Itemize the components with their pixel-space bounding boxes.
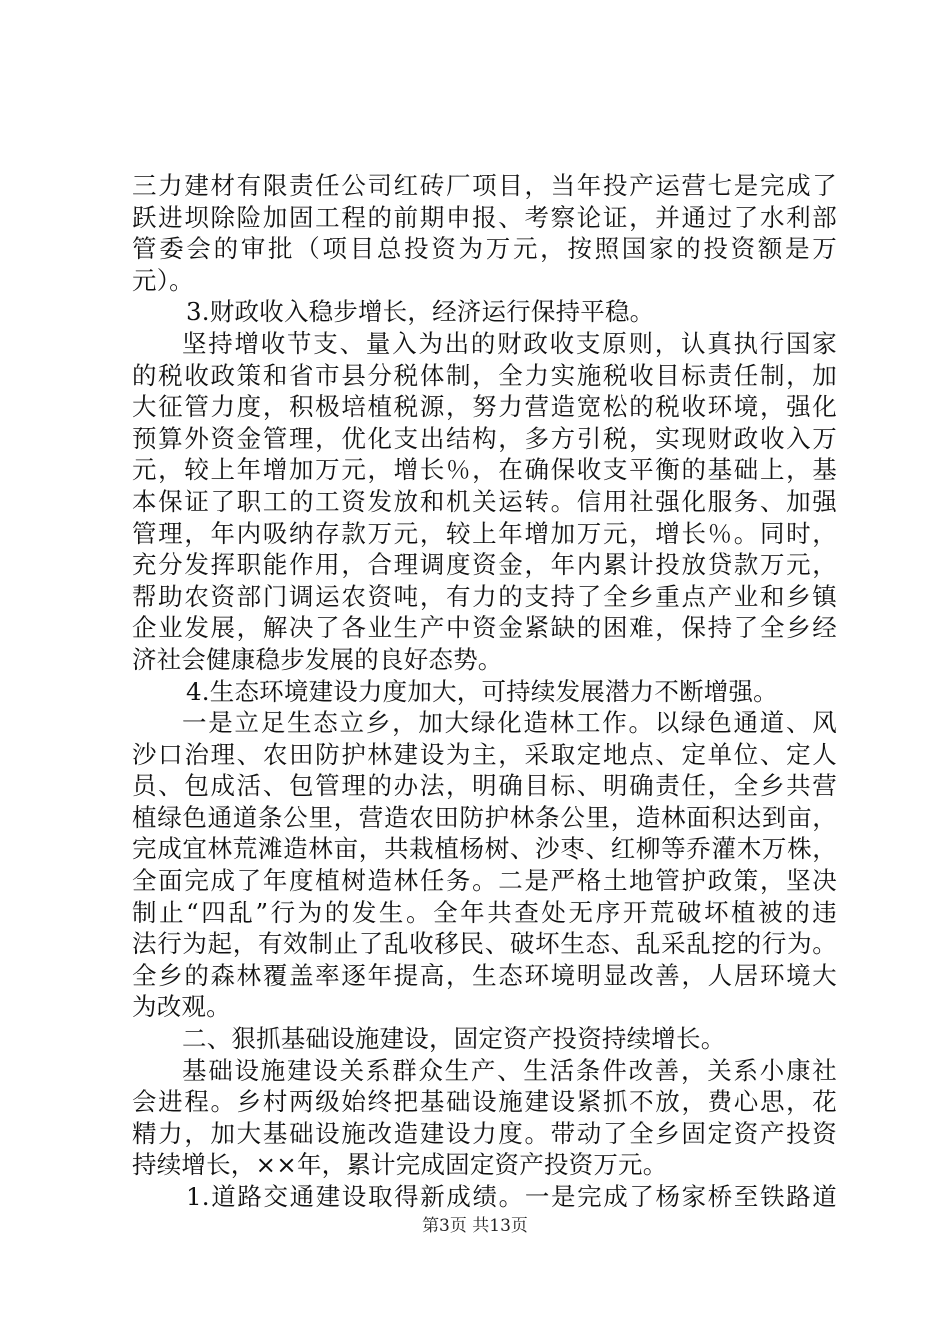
text-line: 本保证了职工的工资发放和机关运转。信用社强化服务、加强 [132,486,837,516]
text-line: 帮助农资部门调运农资吨，有力的支持了全乡重点产业和乡镇 [132,581,837,611]
text-line: 济社会健康稳步发展的良好态势。 [132,644,503,674]
text-line: 会进程。乡村两级始终把基础设施建设紧抓不放，费心思，花 [132,1087,837,1117]
page-footer: 第3页 共13页 [422,1216,528,1236]
text-line: 法行为起，有效制止了乱收移民、破坏生态、乱采乱挖的行为。 [132,929,837,959]
text-line: 坚持增收节支、量入为出的财政收支原则，认真执行国家 [182,328,837,358]
text-line: 元，较上年增加万元，增长％，在确保收支平衡的基础上，基 [132,455,837,485]
text-line: 企业发展，解决了各业生产中资金紧缺的困难，保持了全乡经 [132,613,837,643]
text-line: 4.生态环境建设力度加大，可持续发展潜力不断增强。 [186,676,778,706]
text-line: 基础设施建设关系群众生产、生活条件改善，关系小康社 [182,1055,837,1085]
text-line: 植绿色通道条公里，营造农田防护林条公里，造林面积达到亩， [132,802,837,832]
text-line: 充分发挥职能作用，合理调度资金，年内累计投放贷款万元， [132,550,837,580]
text-line: 一是立足生态立乡，加大绿化造林工作。以绿色通道、风 [182,708,837,738]
text-line: 全乡的森林覆盖率逐年提高，生态环境明显改善，人居环境大 [132,960,837,990]
text-line: 二、狠抓基础设施建设，固定资产投资持续增长。 [182,1024,726,1054]
text-line: 员、包成活、包管理的办法，明确目标、明确责任，全乡共营 [132,771,837,801]
text-line: 的税收政策和省市县分税体制，全力实施税收目标责任制，加 [132,360,837,390]
text-line: 沙口治理、农田防护林建设为主，采取定地点、定单位、定人 [132,739,837,769]
text-line: 1.道路交通建设取得新成绩。一是完成了杨家桥至铁路道 [186,1182,837,1211]
text-line: 为改观。 [132,992,231,1022]
text-line: 制止“四乱”行为的发生。全年共查处无序开荒破坏植被的违 [132,897,837,927]
text-line: 管理，年内吸纳存款万元，较上年增加万元，增长％。同时， [132,518,837,548]
text-line: 全面完成了年度植树造林任务。二是严格土地管护政策，坚决 [132,866,837,896]
text-line: 三力建材有限责任公司红砖厂项目，当年投产运营七是完成了 [132,171,837,200]
text-line: 持续增长，××年，累计完成固定资产投资万元。 [132,1150,668,1180]
text-line: 精力，加大基础设施改造建设力度。带动了全乡固定资产投资 [132,1118,837,1148]
text-line: 大征管力度，积极培植税源，努力营造宽松的税收环境，强化 [132,392,837,422]
text-line: 管委会的审批（项目总投资为万元，按照国家的投资额是万 [132,234,837,264]
document-body [132,170,837,1213]
text-line: 元）。 [132,265,194,295]
text-line: 预算外资金管理，优化支出结构，多方引税，实现财政收入万 [132,423,837,453]
text-line: 3.财政收入稳步增长，经济运行保持平稳。 [186,297,655,327]
text-line: 完成宜林荒滩造林亩，共栽植杨树、沙枣、红柳等乔灌木万株， [132,834,837,864]
text-line: 跃进坝除险加固工程的前期申报、考察论证，并通过了水利部 [132,202,837,232]
